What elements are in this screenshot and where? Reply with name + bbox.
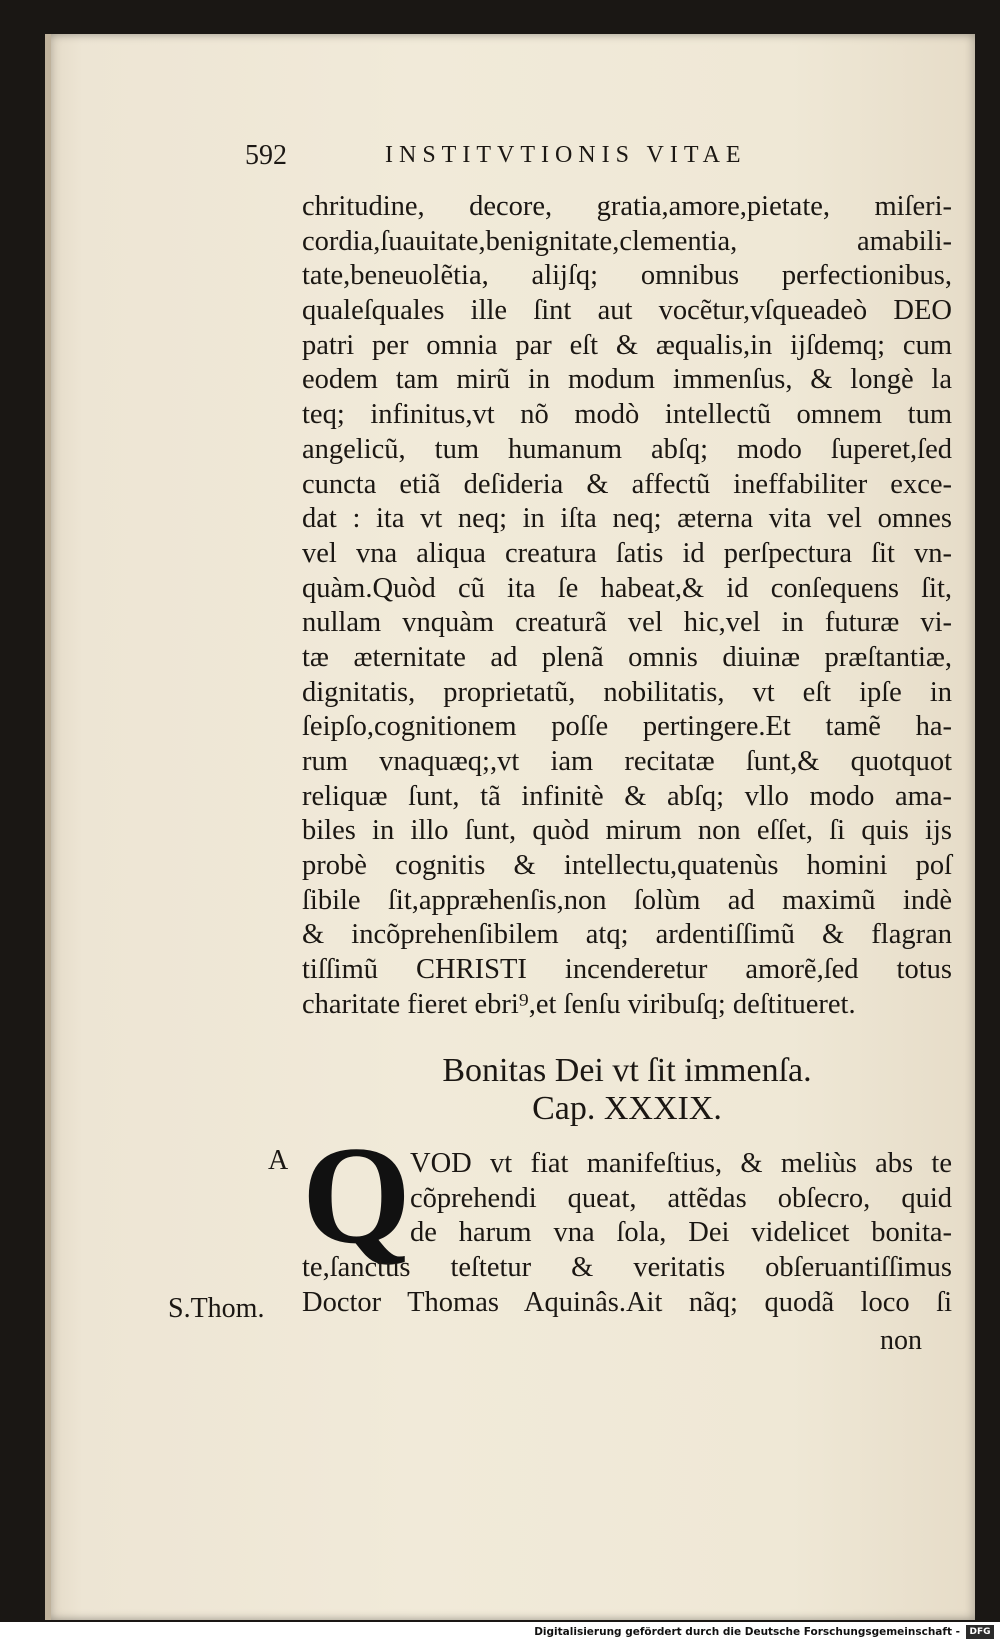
text-line: qualeſquales ille ſint aut vocẽtur,vſqueadeò DEO — [302, 295, 952, 327]
chapter-title: Bonitas Dei vt ſit immenſa. — [442, 1052, 812, 1089]
text-line: reliquæ ſunt, tã infinitè & abſq; vllo modo ama- — [302, 780, 952, 812]
chapter-indented-text — [410, 1147, 952, 1251]
text-line: patri per omnia par eſt & æqualis,in ijſdemq; cum — [302, 329, 952, 361]
text-line: tæ æternitate ad plenã omnis diuinæ præſtantiæ, — [302, 641, 952, 673]
text-line: teq; infinitus,vt nõ modò intellectũ omnem tum — [302, 399, 952, 431]
text-line: tiſſimũ CHRISTI incenderetur amorẽ,ſed totus — [302, 954, 952, 986]
margin-section-letter: A — [268, 1145, 289, 1176]
text-line: & incõprehenſibilem atq; ardentiſſimũ & flagran — [302, 919, 952, 951]
text-line: nullam vnquàm creaturã vel hic,vel in futuræ vi- — [302, 607, 952, 639]
footer-bar — [0, 1622, 1000, 1644]
text-line: cuncta etiã deſideria & affectũ ineffabiliter exce- — [302, 468, 952, 500]
body-text — [302, 190, 952, 1023]
text-line: tate,beneuolẽtia, alijſq; omnibus perfectionibus, — [302, 260, 952, 292]
text-line: Doctor Thomas Aquinâs.Ait nãq; quodã loco ſi — [302, 1286, 952, 1318]
text-line: ſibile ſit,appræhenſis,non ſolùm ad maximũ indè — [302, 884, 952, 916]
drop-cap-initial: Q — [302, 1118, 411, 1273]
chapter-number: Cap. XXXIX. — [532, 1090, 722, 1127]
funding-credit: Digitalisierung gefördert durch die Deutsche Forschungsgemeinschaft - — [534, 1626, 960, 1638]
running-head — [245, 140, 865, 180]
page-number: 592 — [245, 140, 287, 171]
margin-note-reference: S.Thom. — [168, 1293, 265, 1324]
chapter-heading — [302, 1052, 952, 1128]
text-line: chritudine, decore, gratia,amore,pietate, miſeri- — [302, 191, 952, 222]
text-line: eodem tam mirũ in modum immenſus, & longè la — [302, 364, 952, 396]
text-line: te,ſanctus teſtetur & veritatis obſeruantiſſimus — [302, 1252, 952, 1283]
text-line: charitate fieret ebri⁹,et ſenſu viribuſq; deſtitueret. — [302, 988, 856, 1020]
text-line: cõprehendi queat, attẽdas obſecro, quid — [410, 1182, 952, 1214]
catchword: non — [880, 1325, 922, 1356]
text-line: probè cognitis & intellectu,quatenùs homini poſ — [302, 850, 952, 882]
text-line: biles in illo ſunt, quòd mirum non eſſet, ſi quis ijs — [302, 815, 952, 847]
text-line: dignitatis, proprietatũ, nobilitatis, vt eſt ipſe in — [302, 676, 952, 708]
running-title: INSTITVTIONIS VITAE — [385, 142, 747, 168]
text-line: ſeipſo,cognitionem poſſe pertingere.Et tamẽ ha- — [302, 711, 952, 743]
text-line: vel vna aliqua creatura ſatis id perſpectura ſit vn- — [302, 537, 952, 569]
page-binding-edge — [45, 34, 51, 1620]
text-line: quàm.Quòd cũ ita ſe habeat,& id conſequens ſit, — [302, 572, 952, 604]
text-line: de harum vna ſola, Dei videlicet bonita- — [410, 1217, 952, 1249]
text-line: angelicũ, tum humanum abſq; modo ſuperet,ſed — [302, 433, 952, 465]
text-line: rum vnaquæq;,vt iam recitatæ ſunt,& quotquot — [302, 746, 952, 777]
text-line: cordia,ſuauitate,benignitate,clementia, amabili- — [302, 225, 952, 257]
chapter-full-text — [302, 1251, 952, 1320]
text-line: VOD vt fiat manifeſtius, & meliùs abs te — [410, 1148, 952, 1179]
text-line: dat : ita vt neq; in iſta neq; æterna vita vel omnes — [302, 503, 952, 535]
dfg-logo: DFG — [966, 1625, 994, 1639]
